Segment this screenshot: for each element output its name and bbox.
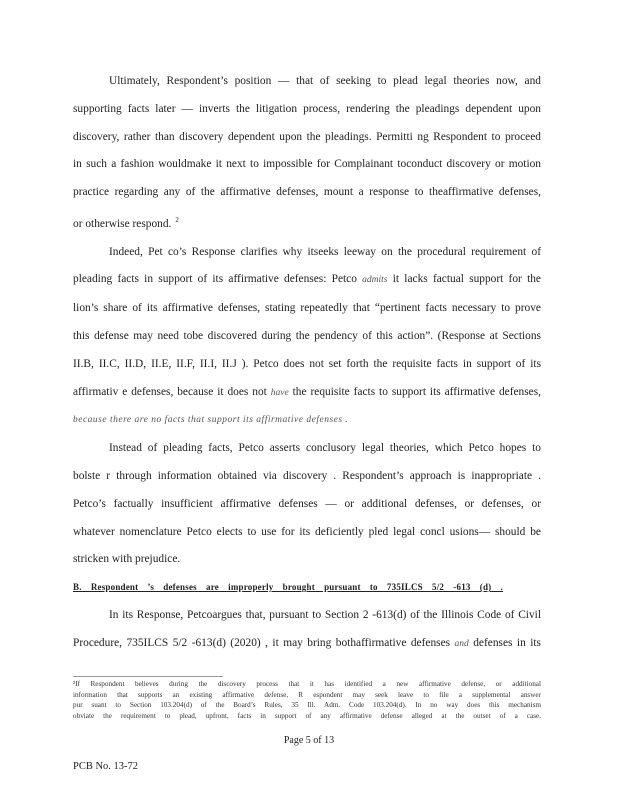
footnote-line: information that supports an existing affirmative defense, R espondent may seek leave to file a supplemental answer xyxy=(73,690,541,699)
text-fragment: the requisite facts to support its affirmative defenses, xyxy=(292,385,542,398)
text-line-with-footnote xyxy=(73,207,541,239)
italic-and: and xyxy=(454,638,469,649)
docket-number: PCB No. 13-72 xyxy=(73,761,139,772)
footnote-marker[interactable]: 2 xyxy=(175,215,179,224)
text-fragment: or otherwise respond. xyxy=(73,217,172,230)
text-line: in such a fashion wouldmake it next to impossible for Complainant toconduct discovery or motion xyxy=(73,158,541,171)
paragraph-instead xyxy=(73,435,541,574)
italic-admits: admits xyxy=(362,275,388,286)
text-line: discovery, rather than discovery dependent upon the pleadings. Permitti ng Respondent to proceed xyxy=(73,130,541,143)
text-fragment: affirmativ e defenses, because it does not xyxy=(73,385,267,398)
footnote-separator xyxy=(73,676,223,677)
paragraph-ultimately xyxy=(73,68,541,239)
italic-line: because there are no facts that support its affirmative defenses . xyxy=(73,415,349,426)
text-line: Instead of pleading facts, Petco asserts conclusory legal theories, which Petco hopes to xyxy=(109,442,541,455)
body-text xyxy=(73,68,541,659)
text-line-have xyxy=(73,379,541,408)
text-line: supporting facts later — inverts the litigation process, rendering the pleadings dependent upon xyxy=(73,102,541,115)
text-line: stricken with prejudice. xyxy=(73,553,181,566)
text-line: In its Response, Petcoargues that, pursuant to Section 2 -613(d) of the Illinois Code of Civil xyxy=(109,608,541,621)
paragraph-in-its-response xyxy=(73,602,541,659)
italic-have: have xyxy=(270,387,289,398)
text-line-and xyxy=(73,630,541,659)
page-number: Page 5 of 13 xyxy=(283,735,335,746)
text-line: Indeed, Pet co’s Response clarifies why itseeks leeway on the procedural requirement of xyxy=(109,245,541,258)
section-heading-b xyxy=(73,574,541,602)
text-line: whatever nomenclature Petco elects to use for its deficiently pled legal concl usions— should be xyxy=(73,525,541,538)
footnote-line: pur suant to Section 103.204(d) of the Board’s Rules, 35 Ill. Adm. Code 103.204(d). In no way does this mechanism xyxy=(73,701,541,710)
text-line: this defense may need tobe discovered during the pendency of this action”. (Response at Sections xyxy=(73,329,541,342)
text-line: bolste r through information obtained via discovery . Respondent’s approach is inappropriate . xyxy=(73,469,541,482)
text-line: II.B, II.C, II.D, II.E, II.F, II.I, II.J ). Petco does not set forth the requisite facts in support of its xyxy=(73,357,541,370)
text-line: lion’s share of its affirmative defenses, stating repeatedly that “pertinent facts necessary to prove xyxy=(73,302,541,315)
text-line-admits xyxy=(73,266,541,295)
text-fragment: pleading facts in support of its affirmative defenses: Petco xyxy=(73,273,357,286)
text-line: Ultimately, Respondent’s position — that of seeking to plead legal theories now, and xyxy=(109,75,541,87)
text-fragment: it lacks factual support for the xyxy=(392,273,541,286)
paragraph-indeed xyxy=(73,239,541,436)
text-fragment: defenses in its xyxy=(473,636,541,649)
footnote-line: obviate the requirement to plead, upfront, facts in support of any affirmative defense alleged at the outset of a case. xyxy=(73,711,541,720)
text-line: practice regarding any of the affirmative defenses, mount a response to theaffirmative defenses, xyxy=(73,186,541,199)
footnote xyxy=(73,679,541,721)
text-line: Petco’s factually insufficient affirmative defenses — or additional defenses, or defenses, or xyxy=(73,497,541,510)
heading-text: B. Respondent ’s defenses are improperly brought pursuant to 735ILCS 5/2 -613 (d) . xyxy=(73,582,503,593)
footnote-line: ²If Respondent believes during the discovery process that it has identified a new affirmative defense, or additional xyxy=(73,680,541,688)
text-fragment: Procedure, 735ILCS 5/2 -613(d) (2020) , it may bring bothaffirmative defenses xyxy=(73,636,451,649)
